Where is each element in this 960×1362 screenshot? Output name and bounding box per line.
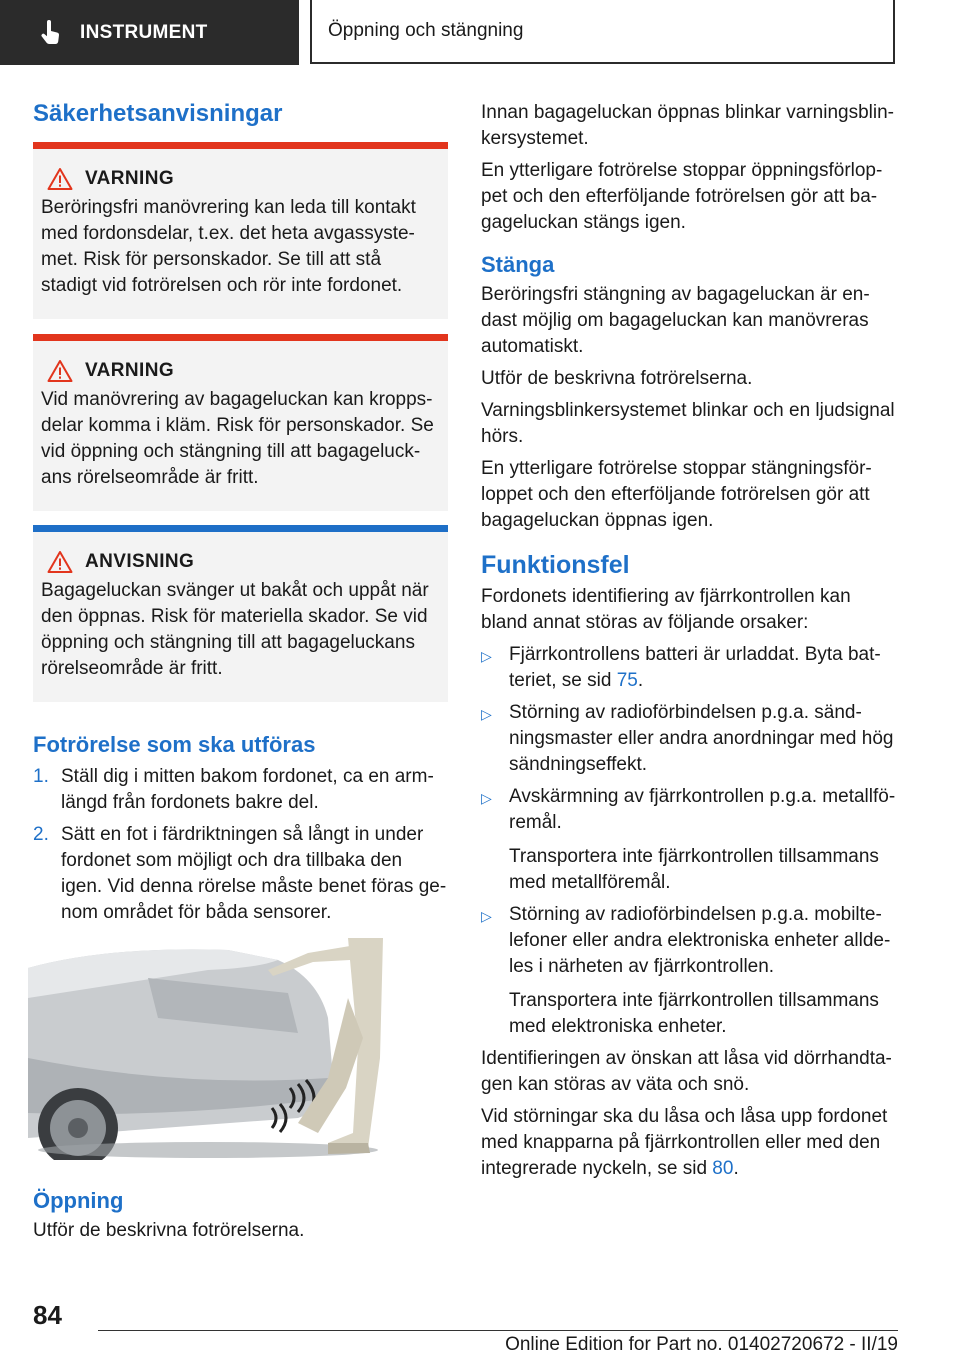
page-link[interactable]: 75 [616,670,638,692]
page-number: 84 [33,1300,62,1330]
warning-bar [33,142,448,149]
causes-list [481,642,897,1040]
triangle-bullet-icon: ▷ [481,790,492,807]
page-link[interactable]: 80 [712,1158,734,1180]
fault-heading: Funktionsfel [481,551,630,580]
cause-text-end: . [637,670,644,692]
warning-text: Vid manövrering av bagageluckan kan kropps- delar komma i kläm. Risk för personskador. Se vid öppning och stängning till att bagageluck- ans rörelseområde är fritt. [41,389,434,488]
step-number: 1. [33,766,49,788]
steps-list [33,764,448,926]
foot-movement-section [33,732,448,932]
cause-text: Störning av radioförbindelsen p.g.a. sänd- ningsmaster eller andra anordningar med hög sändningseffekt. [509,702,894,776]
cause-extra-text: Transportera inte fjärrkontrollen tillsammans med elektroniska enheter. [509,990,879,1038]
cause-extra-text: Transportera inte fjärrkontrollen tillsammans med metallföremål. [509,846,879,894]
warning-triangle-icon [47,359,73,383]
hand-pointer-icon [36,18,66,48]
paragraph-text: Vid störningar ska du låsa och låsa upp fordonet med knapparna på fjärrkontrollen eller med den integrerade nyckeln, se sid [481,1106,888,1180]
list-item [33,764,448,816]
warning-title: VARNING [85,168,175,189]
step-number: 2. [33,824,49,846]
triangle-bullet-icon: ▷ [481,648,492,665]
triangle-bullet-icon: ▷ [481,908,492,925]
paragraph [481,1104,897,1182]
foot-gesture-illustration [28,938,383,1160]
right-column [481,100,897,1182]
list-item [33,822,448,926]
cause-text: Avskärmning av fjärrkontrollen p.g.a. metallfö- remål. [509,786,896,834]
paragraph-end: . [733,1158,739,1180]
warning-title: VARNING [85,360,175,381]
list-item [481,700,897,778]
safety-heading: Säkerhetsanvisningar [33,100,283,127]
warning-triangle-icon [47,167,73,191]
paragraph: Varningsblinkersystemet blinkar och en ljudsignal hörs. [481,400,895,448]
left-column [33,100,448,129]
paragraph: Fordonets identifiering av fjärrkontrollen kan bland annat störas av följande orsaker: [481,586,851,634]
step-text: Sätt en fot i färdriktningen så långt in under fordonet som möjligt och dra tillbaka den igen. Vid denna rörelse måste benet föras ge- nom området för båda sensorer. [61,824,447,924]
warning-triangle-icon [47,550,73,574]
cause-text: Störning av radioförbindelsen p.g.a. mobilte- lefoner eller andra elektroniska enheter allde- les i närheten av fjärrkontrollen. [509,904,891,978]
opening-heading: Öppning [33,1188,124,1213]
warning-bar [33,334,448,341]
paragraph: Utför de beskrivna fotrörelserna. [481,368,753,390]
triangle-bullet-icon: ▷ [481,706,492,723]
close-heading: Stänga [481,252,555,277]
foot-movement-heading: Fotrörelse som ska utföras [33,732,316,757]
step-text: Ställ dig i mitten bakom fordonet, ca en arm- längd från fordonets bakre del. [61,766,434,814]
warning-box-2 [33,334,448,511]
paragraph: En ytterligare fotrörelse stoppar stängningsför- loppet och den efterföljande fotrörelsen gör att bagageluckan öppnas igen. [481,458,872,532]
opening-section [33,1188,448,1244]
paragraph: Beröringsfri stängning av bagageluckan är en- dast möjlig om bagageluckan kan manövreras automatiskt. [481,284,870,358]
list-item [481,784,897,896]
warning-text: Beröringsfri manövrering kan leda till kontakt med fordonsdelar, t.ex. det heta avgassyste- met. Risk för personskador. Se till att stå stadigt vid fotrörelsen och rör inte fordonet. [41,197,416,296]
paragraph: En ytterligare fotrörelse stoppar öppningsförlop- pet och den efterföljande fotrörelsen gör att ba- gageluckan stängs igen. [481,160,883,233]
chapter-tab [0,0,299,65]
edition-footer: Online Edition for Part no. 01402720672 - II/19 [505,1334,898,1355]
footer-divider [98,1330,898,1331]
cause-text: Fjärrkontrollens batteri är urladdat. Byta bat- teriet, se sid [509,644,881,692]
opening-text: Utför de beskrivna fotrörelserna. [33,1220,305,1242]
notice-bar [33,525,448,532]
notice-box [33,525,448,702]
chapter-label: INSTRUMENT [80,21,208,43]
list-item [481,902,897,1040]
notice-text: Bagageluckan svänger ut bakåt och uppåt när den öppnas. Risk för materiella skador. Se vid öppning och stängning till att bagageluckans rörelseområde är fritt. [41,580,429,679]
paragraph: Identifieringen av önskan att låsa vid dörrhandta- gen kan störas av väta och snö. [481,1048,892,1096]
warning-box-1 [33,142,448,319]
notice-title: ANVISNING [85,551,195,572]
list-item [481,642,897,694]
section-title: Öppning och stängning [310,0,895,64]
paragraph: Innan bagageluckan öppnas blinkar varningsblin- kersystemet. [481,102,895,149]
